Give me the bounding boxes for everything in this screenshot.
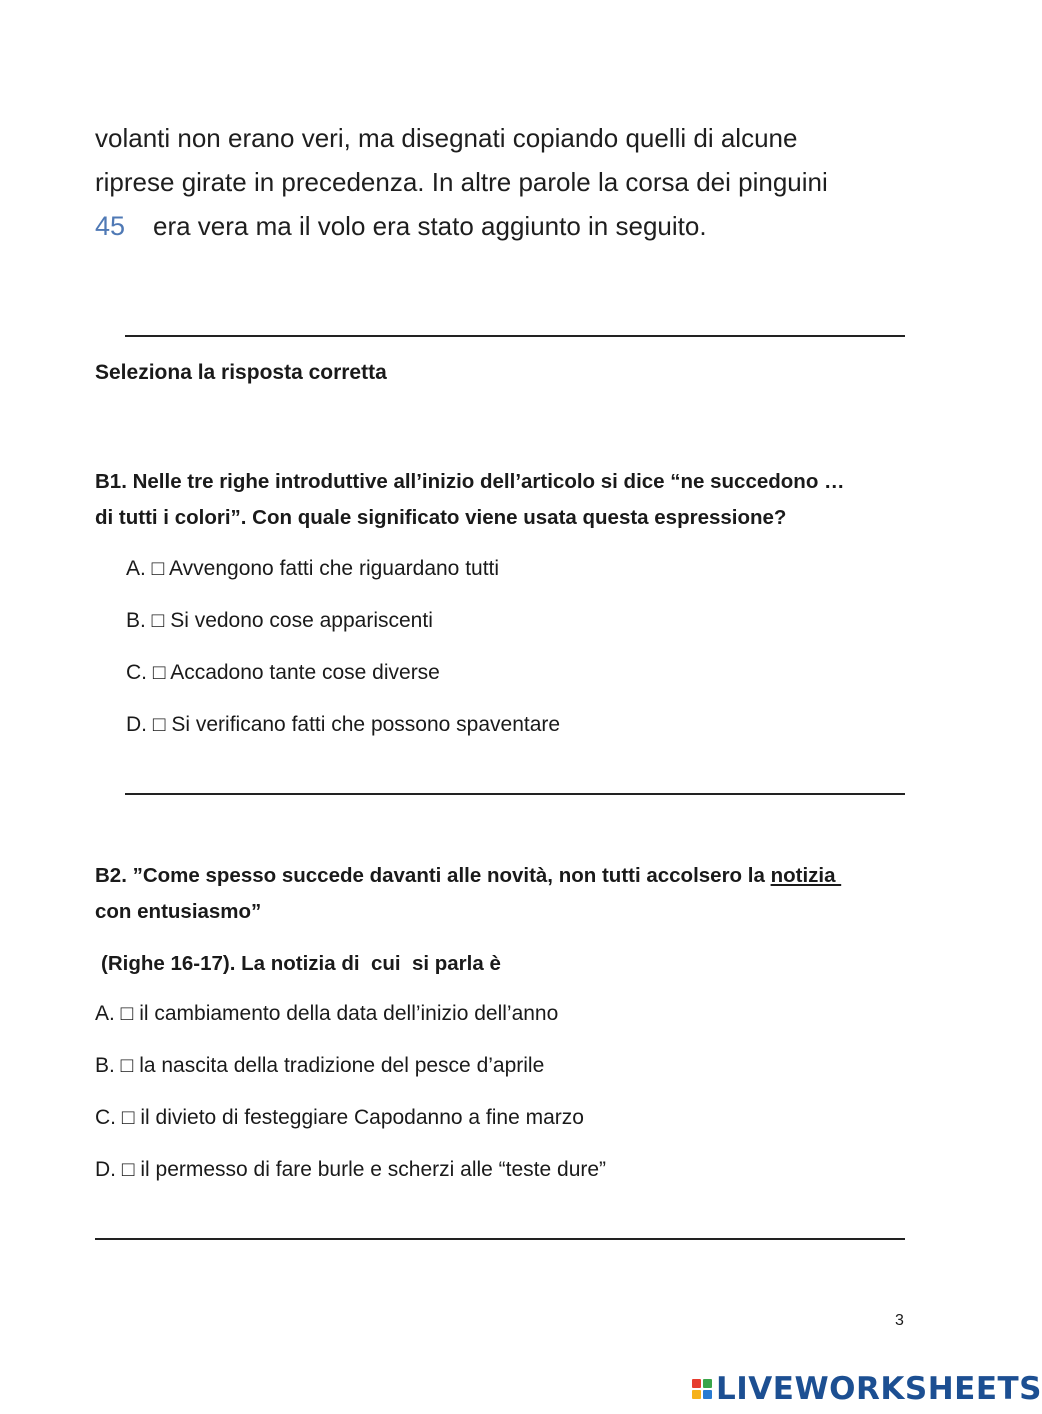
passage-line: volanti non erano veri, ma disegnati copiando quelli di alcune [95,123,798,153]
b1-option-c[interactable]: C. □ Accadono tante cose diverse [126,661,440,684]
question-b2-line2: con entusiasmo” [95,900,262,923]
b2-option-a[interactable]: A. □ il cambiamento della data dell’inizio dell’anno [95,1002,559,1025]
divider [125,793,905,795]
b1-option-b[interactable]: B. □ Si vedono cose appariscenti [126,609,433,632]
instruction-heading: Seleziona la risposta corretta [95,361,387,384]
question-b2-line1 [95,858,841,894]
logo-text: LIVEWORKSHEETS [716,1371,1042,1407]
b2-option-b[interactable]: B. □ la nascita della tradizione del pesce d’aprile [95,1054,545,1077]
question-b1-line1: B1. Nelle tre righe introduttive all’inizio dell’articolo si dice “ne succedono … [95,470,845,493]
passage-line: era vera ma il volo era stato aggiunto in seguito. [153,211,707,241]
divider [95,1238,905,1240]
b1-option-a[interactable]: A. □ Avvengono fatti che riguardano tutti [126,557,500,580]
divider [125,335,905,337]
line-number: 45 [95,211,126,241]
question-b2-text: B2. ”Come spesso succede davanti alle novità, non tutti accolsero la [95,864,771,887]
question-b2-subtitle: (Righe 16-17). La notizia di cui si parla è [101,952,501,975]
liveworksheets-logo [692,1371,1042,1407]
b2-option-c[interactable]: C. □ il divieto di festeggiare Capodanno a fine marzo [95,1106,584,1129]
page-number: 3 [895,1312,904,1329]
logo-grid-icon [692,1379,712,1399]
underlined-word: notizia [770,864,842,887]
question-b1-line2: di tutti i colori”. Con quale significato viene usata questa espressione? [95,506,787,529]
b2-option-d[interactable]: D. □ il permesso di fare burle e scherzi alle “teste dure” [95,1158,607,1181]
b1-option-d[interactable]: D. □ Si verificano fatti che possono spaventare [126,713,561,736]
passage-line: riprese girate in precedenza. In altre parole la corsa dei pinguini [95,167,828,197]
